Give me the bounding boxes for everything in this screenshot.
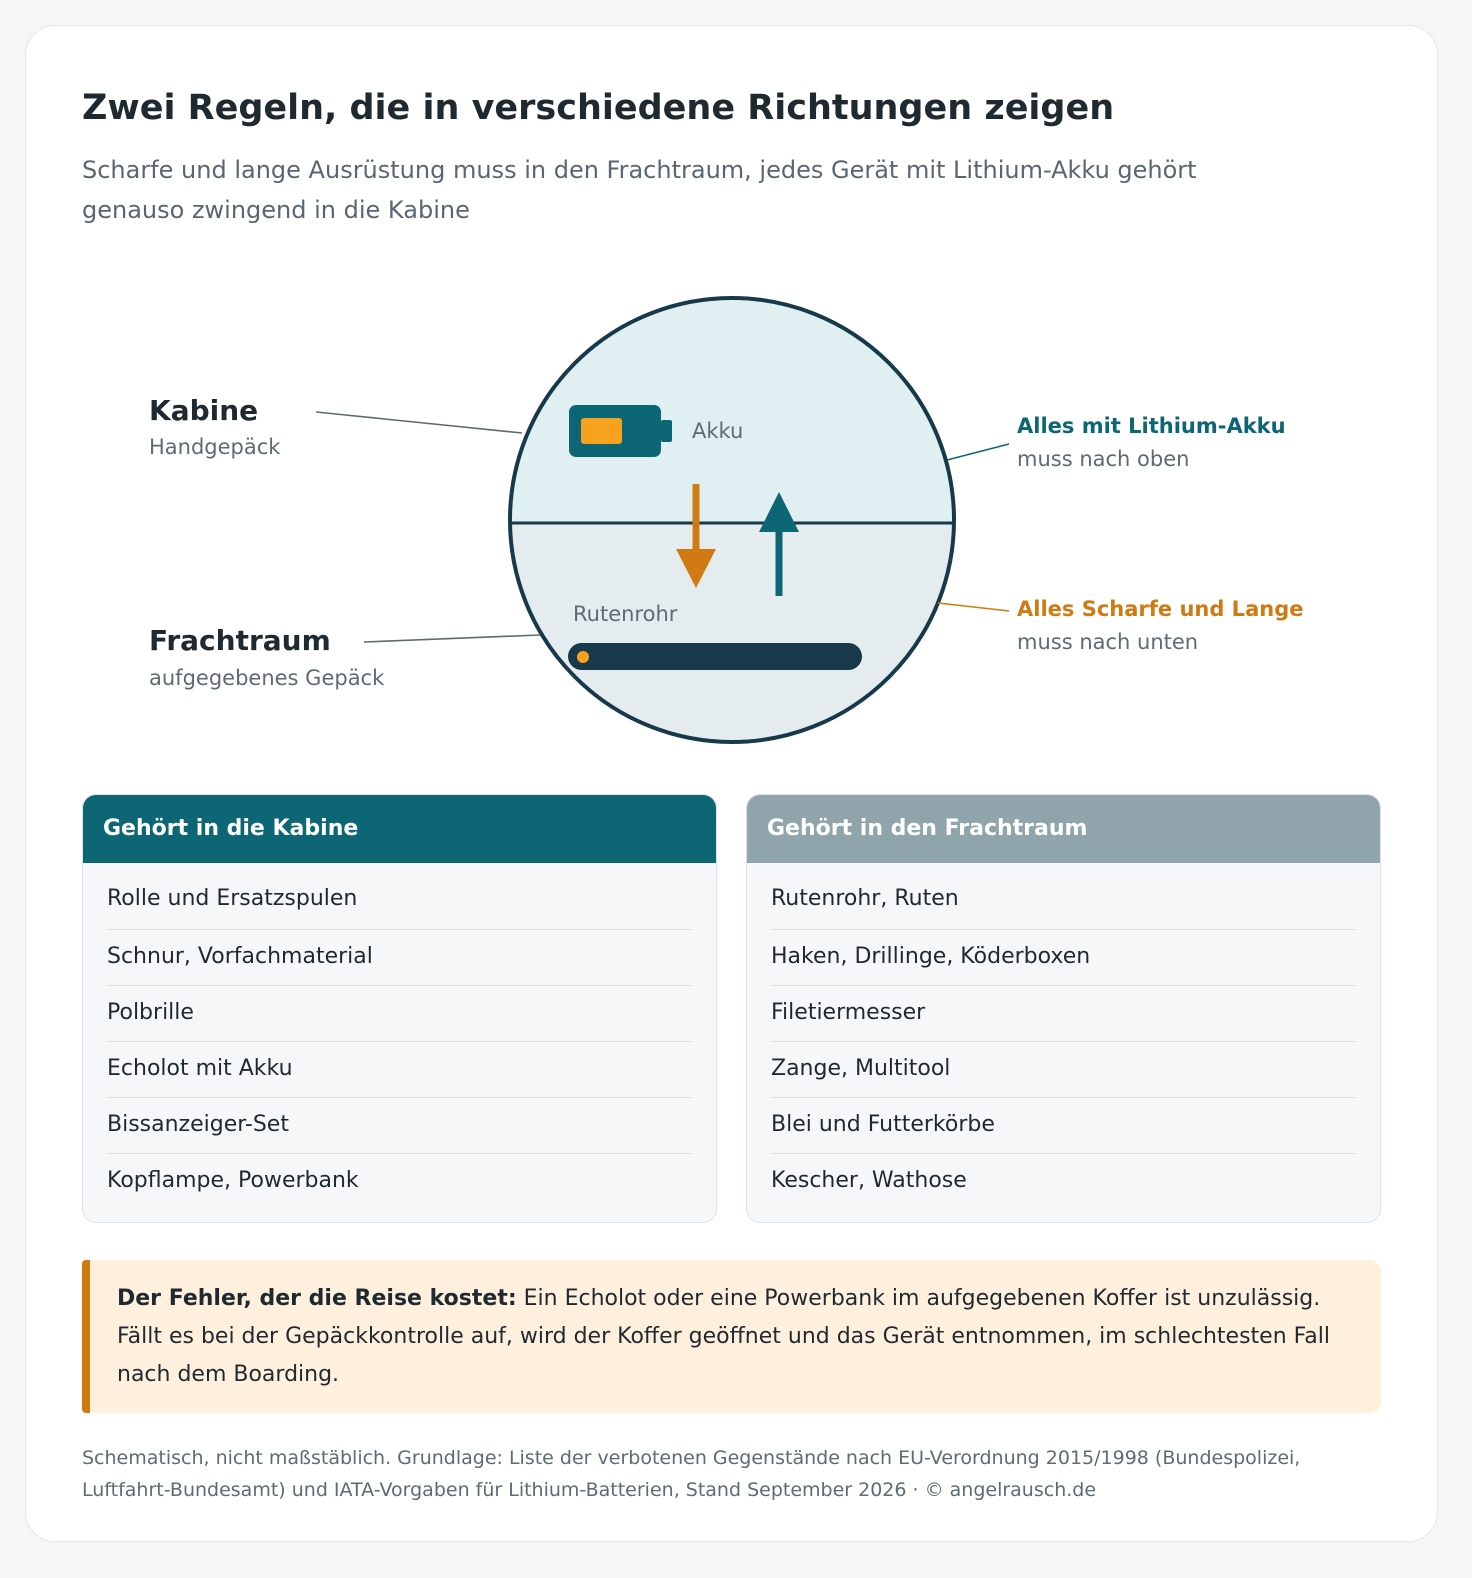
cabin-area: [500, 290, 970, 523]
list-item: Rolle und Ersatzspulen: [107, 863, 692, 930]
list-item: Kopflampe, Powerbank: [107, 1168, 359, 1193]
warning-callout: [82, 1260, 1381, 1413]
hold-area: [500, 523, 970, 753]
akku-label: Akku: [692, 419, 744, 443]
hold-leader-line: [364, 635, 540, 642]
rod-label: Rutenrohr: [573, 602, 678, 626]
cabin-list-panel: [82, 794, 717, 1223]
list-item: Schnur, Vorfachmaterial: [107, 930, 692, 986]
cabin-list-heading: Gehört in die Kabine: [83, 795, 716, 863]
list-item: Bissanzeiger-Set: [107, 1098, 692, 1154]
rule-down-title: Alles Scharfe und Lange: [1017, 597, 1304, 621]
list-item: Echolot mit Akku: [107, 1042, 692, 1098]
list-item: Blei und Futterkörbe: [771, 1098, 1356, 1154]
page-title: Zwei Regeln, die in verschiedene Richtungen zeigen: [82, 88, 1115, 128]
page-subtitle: Scharfe und lange Ausrüstung muss in den Frachtraum, jedes Gerät mit Lithium-Akku gehört genauso zwingend in die Kabine: [82, 156, 1197, 224]
cabin-leader-line: [316, 412, 522, 433]
rule-up-sub: muss nach oben: [1017, 447, 1190, 471]
cabin-sublabel: Handgepäck: [149, 435, 281, 459]
cabin-list: [83, 863, 716, 1209]
rule-up-title: Alles mit Lithium-Akku: [1017, 414, 1286, 438]
list-item: Polbrille: [107, 986, 692, 1042]
rule-down-leader-line: [938, 603, 1009, 611]
rod-tube-icon: [568, 643, 862, 670]
list-item: Zange, Multitool: [771, 1042, 1356, 1098]
list-item: Kescher, Wathose: [771, 1168, 967, 1193]
rule-up-leader-line: [947, 444, 1009, 460]
warning-text: Ein Echolot oder eine Powerbank im aufgegebenen Koffer ist unzulässig. Fällt es bei der Gepäckkontrolle auf, wird der Koffer geöffnet und das Gerät entnommen, im schlechtesten Fall nach dem Boarding.: [117, 1286, 1330, 1387]
hold-list-heading: Gehört in den Frachtraum: [747, 795, 1380, 863]
hold-label: Frachtraum: [149, 624, 331, 657]
warning-lead: Der Fehler, der die Reise kostet:: [117, 1286, 517, 1311]
hold-list-panel: [746, 794, 1381, 1223]
list-item: Haken, Drillinge, Köderboxen: [771, 930, 1356, 986]
rule-down-sub: muss nach unten: [1017, 630, 1199, 654]
hold-list: [747, 863, 1380, 1209]
battery-icon: [569, 405, 672, 457]
list-item: Rutenrohr, Ruten: [771, 863, 1356, 930]
list-item: Filetiermesser: [771, 986, 1356, 1042]
source-footnote: Schematisch, nicht maßstäblich. Grundlage: Liste der verbotenen Gegenstände nach EU-Verordnung 2015/1998 (Bundespolizei, Luftfahrt-Bundesamt) und IATA-Vorgaben für Lithium-Batterien, Stand September 2026 · © angelrausch.de: [82, 1447, 1301, 1501]
cabin-label: Kabine: [149, 394, 259, 427]
hold-sublabel: aufgegebenes Gepäck: [149, 666, 385, 690]
